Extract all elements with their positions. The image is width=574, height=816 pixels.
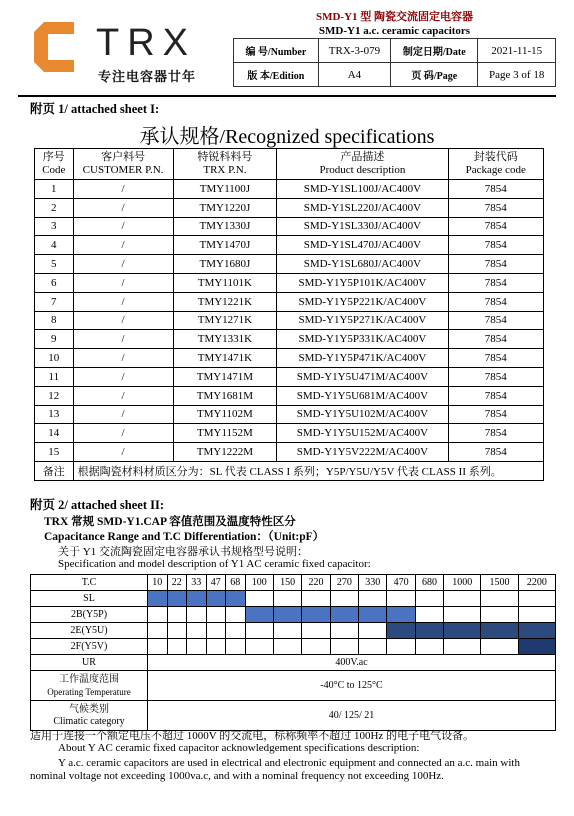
- operating-temp-row: [31, 671, 556, 701]
- table-cell: TMY1152M: [173, 424, 277, 443]
- spec-col-header-line: 客户料号: [101, 151, 146, 163]
- table-cell: 13: [35, 405, 74, 424]
- table-row: [35, 405, 544, 424]
- cap-value-header: 68: [226, 575, 246, 591]
- range-cell: [330, 607, 358, 623]
- table-cell: TMY1102M: [173, 405, 277, 424]
- range-cell: [302, 639, 330, 655]
- tc-range-row: [31, 639, 556, 655]
- table-cell: /: [73, 217, 173, 236]
- tc-label: T.C: [31, 575, 148, 591]
- spec-title: 承认规格/Recognized specifications: [139, 126, 435, 148]
- table-cell: /: [73, 349, 173, 368]
- range-cell: [148, 623, 168, 639]
- table-cell: TMY1222M: [173, 443, 277, 462]
- table-cell: /: [73, 367, 173, 386]
- climatic-label: [31, 701, 148, 731]
- range-cell: [359, 639, 387, 655]
- table-cell: TMY1101K: [173, 273, 277, 292]
- range-cell: [444, 591, 481, 607]
- table-cell: SMD-Y1Y5U152M/AC400V: [277, 424, 448, 443]
- range-cell: [330, 639, 358, 655]
- range-cell: [518, 623, 555, 639]
- table-cell: 15: [35, 443, 74, 462]
- table-cell: 9: [35, 330, 74, 349]
- table-cell: SMD-Y1SL470J/AC400V: [277, 236, 448, 255]
- spec-col-header-line: CUSTOMER P.N.: [82, 164, 164, 176]
- table-cell: /: [73, 311, 173, 330]
- range-cell: [206, 591, 226, 607]
- table-cell: TMY1680J: [173, 255, 277, 274]
- cap-value-header: 47: [206, 575, 226, 591]
- spec-desc-en: Specification and model description of Y1 AC ceramic fixed capacitor:: [58, 558, 371, 570]
- table-cell: /: [73, 198, 173, 217]
- table-cell: /: [73, 255, 173, 274]
- spec-col-header-line: 序号: [42, 151, 65, 163]
- table-cell: 7854: [448, 367, 543, 386]
- range-cell: [226, 623, 246, 639]
- range-cell: [245, 623, 273, 639]
- rated-voltage-row: [31, 655, 556, 671]
- table-cell: 6: [35, 273, 74, 292]
- spec-col-header-line: Code: [42, 164, 66, 176]
- table-cell: 7854: [448, 236, 543, 255]
- cap-value-header: 1000: [444, 575, 481, 591]
- table-cell: 7854: [448, 180, 543, 199]
- sheet1-heading: 附页 1/ attached sheet I:: [30, 102, 160, 116]
- spec-col-header: [73, 149, 173, 180]
- table-cell: 8: [35, 311, 74, 330]
- ur-label: UR: [31, 655, 148, 671]
- table-cell: 2: [35, 198, 74, 217]
- table-row: [35, 386, 544, 405]
- spec-col-header: [277, 149, 448, 180]
- range-cell: [187, 639, 207, 655]
- range-cell: [206, 639, 226, 655]
- range-cell: [167, 591, 187, 607]
- range-cell: [187, 623, 207, 639]
- table-cell: TMY1331K: [173, 330, 277, 349]
- table-cell: 14: [35, 424, 74, 443]
- range-cell: [167, 639, 187, 655]
- range-cell: [415, 623, 443, 639]
- range-cell: [359, 607, 387, 623]
- table-cell: SMD-Y1Y5U681M/AC400V: [277, 386, 448, 405]
- company-logo: [22, 14, 232, 88]
- range-cell: [245, 591, 273, 607]
- table-cell: 11: [35, 367, 74, 386]
- tc-range-name: SL: [31, 591, 148, 607]
- edition-label: 版 本/Edition: [234, 63, 319, 87]
- trx-logo-mark-icon: [30, 18, 76, 76]
- spec-table-header: [35, 149, 544, 180]
- optemp-value: -40°C to 125°C: [148, 671, 556, 701]
- table-cell: /: [73, 405, 173, 424]
- table-cell: 7854: [448, 273, 543, 292]
- cap-value-header: 33: [187, 575, 207, 591]
- range-cell: [330, 591, 358, 607]
- table-cell: SMD-Y1Y5P471K/AC400V: [277, 349, 448, 368]
- cap-value-header: 100: [245, 575, 273, 591]
- table-cell: SMD-Y1SL100J/AC400V: [277, 180, 448, 199]
- spec-col-header: [448, 149, 543, 180]
- range-cell: [302, 591, 330, 607]
- range-cell: [245, 607, 273, 623]
- page-label: 页 码/Page: [391, 63, 478, 87]
- brand-tagline: 专注电容器廿年: [98, 70, 197, 85]
- range-cell: [245, 639, 273, 655]
- optemp-label-en: Operating Temperature: [47, 686, 131, 697]
- capacitance-range-table: [30, 574, 556, 731]
- table-cell: TMY1330J: [173, 217, 277, 236]
- table-cell: 7854: [448, 330, 543, 349]
- table-row: [35, 198, 544, 217]
- table-cell: 10: [35, 349, 74, 368]
- range-cell: [273, 623, 301, 639]
- spec-col-header-line: 封装代码: [473, 151, 518, 163]
- doc-number: TRX-3-079: [318, 39, 390, 63]
- table-cell: SMD-Y1Y5P221K/AC400V: [277, 292, 448, 311]
- cap-range-title-en: Capacitance Range and T.C Differentiation：（Unit:pF）: [44, 531, 325, 543]
- range-cell: [518, 607, 555, 623]
- cap-value-header: 220: [302, 575, 330, 591]
- doc-title-en: SMD-Y1 a.c. ceramic capacitors: [318, 25, 471, 37]
- cap-value-header: 10: [148, 575, 168, 591]
- table-cell: 7854: [448, 198, 543, 217]
- table-cell: 7854: [448, 217, 543, 236]
- range-cell: [444, 607, 481, 623]
- optemp-label-cn: 工作温度范围: [59, 673, 119, 685]
- cap-value-header: 470: [387, 575, 415, 591]
- spec-col-header-line: TRX P.N.: [203, 164, 247, 176]
- range-cell: [302, 607, 330, 623]
- table-cell: TMY1220J: [173, 198, 277, 217]
- table-cell: /: [73, 386, 173, 405]
- table-cell: 7854: [448, 349, 543, 368]
- table-cell: 7854: [448, 443, 543, 462]
- climatic-label-en: Climatic category: [53, 715, 125, 727]
- cap-header-row: [31, 575, 556, 591]
- sheet2-heading: 附页 2/ attached sheet II:: [30, 498, 165, 512]
- table-cell: 5: [35, 255, 74, 274]
- tc-range-row: [31, 607, 556, 623]
- table-cell: /: [73, 236, 173, 255]
- range-cell: [415, 591, 443, 607]
- brand-name: TRX: [96, 22, 196, 64]
- cap-value-header: 1500: [481, 575, 518, 591]
- document-header-table: [233, 8, 556, 87]
- tc-range-name: 2E(Y5U): [31, 623, 148, 639]
- table-cell: SMD-Y1Y5P331K/AC400V: [277, 330, 448, 349]
- date-label: 制定日期/Date: [391, 39, 478, 63]
- ur-value: 400V.ac: [148, 655, 556, 671]
- cap-range-title-cn: TRX 常规 SMD-Y1.CAP 容值范围及温度特性区分: [44, 516, 296, 528]
- table-cell: /: [73, 292, 173, 311]
- range-cell: [167, 607, 187, 623]
- range-cell: [148, 591, 168, 607]
- tc-range-row: [31, 623, 556, 639]
- header-divider: [18, 95, 556, 97]
- range-cell: [302, 623, 330, 639]
- table-cell: TMY1471K: [173, 349, 277, 368]
- table-cell: 7854: [448, 424, 543, 443]
- range-cell: [273, 639, 301, 655]
- range-cell: [273, 607, 301, 623]
- table-row: [35, 311, 544, 330]
- range-cell: [359, 623, 387, 639]
- table-cell: TMY1471M: [173, 367, 277, 386]
- table-cell: 1: [35, 180, 74, 199]
- table-cell: TMY1100J: [173, 180, 277, 199]
- range-cell: [226, 639, 246, 655]
- table-row: [35, 443, 544, 462]
- range-cell: [226, 607, 246, 623]
- cap-value-header: 2200: [518, 575, 555, 591]
- table-cell: /: [73, 180, 173, 199]
- table-cell: /: [73, 273, 173, 292]
- range-cell: [387, 591, 415, 607]
- table-cell: TMY1271K: [173, 311, 277, 330]
- table-cell: 3: [35, 217, 74, 236]
- table-row: [35, 424, 544, 443]
- spec-col-header: [173, 149, 277, 180]
- table-cell: TMY1470J: [173, 236, 277, 255]
- spec-col-header-line: 特锐科料号: [197, 151, 253, 163]
- range-cell: [387, 607, 415, 623]
- table-row: [35, 217, 544, 236]
- range-cell: [387, 639, 415, 655]
- range-cell: [148, 607, 168, 623]
- table-row: [35, 180, 544, 199]
- spec-col-header-line: Product description: [319, 164, 406, 176]
- table-cell: SMD-Y1Y5P101K/AC400V: [277, 273, 448, 292]
- table-row: [35, 367, 544, 386]
- table-cell: 7854: [448, 255, 543, 274]
- range-cell: [481, 607, 518, 623]
- doc-page: Page 3 of 18: [478, 63, 556, 87]
- range-cell: [206, 623, 226, 639]
- table-cell: SMD-Y1Y5P271K/AC400V: [277, 311, 448, 330]
- range-cell: [330, 623, 358, 639]
- table-cell: 7854: [448, 386, 543, 405]
- table-cell: 12: [35, 386, 74, 405]
- usage-note-en: Y a.c. ceramic capacitors are used in electrical and electronic equipment and connected an a.c. main with nominal voltage not exceeding 1000va.c, and with a nominal frequency not exceeding 100Hz.: [30, 757, 520, 782]
- range-cell: [206, 607, 226, 623]
- table-cell: SMD-Y1Y5V222M/AC400V: [277, 443, 448, 462]
- range-cell: [481, 639, 518, 655]
- doc-date: 2021-11-15: [478, 39, 556, 63]
- recognized-spec-table: [34, 148, 544, 481]
- cap-value-header: 22: [167, 575, 187, 591]
- usage-note-en-heading: About Y AC ceramic fixed capacitor acknowledgement specifications description:: [58, 742, 420, 754]
- range-cell: [518, 639, 555, 655]
- doc-title-cn: SMD-Y1 型 陶瓷交流固定电容器: [315, 11, 474, 23]
- range-cell: [415, 639, 443, 655]
- table-cell: /: [73, 443, 173, 462]
- spec-desc-cn: 关于 Y1 交流陶瓷固定电容器承认书规格型号说明：: [58, 546, 308, 558]
- table-cell: 7854: [448, 292, 543, 311]
- range-cell: [187, 591, 207, 607]
- number-label: 编 号/Number: [234, 39, 319, 63]
- spec-col-header-line: Package code: [465, 164, 526, 176]
- range-cell: [148, 639, 168, 655]
- spec-col-header: [35, 149, 74, 180]
- table-row: [35, 273, 544, 292]
- table-cell: /: [73, 424, 173, 443]
- table-cell: SMD-Y1Y5U102M/AC400V: [277, 405, 448, 424]
- table-cell: SMD-Y1Y5U471M/AC400V: [277, 367, 448, 386]
- cap-value-header: 150: [273, 575, 301, 591]
- range-cell: [518, 591, 555, 607]
- range-cell: [481, 623, 518, 639]
- usage-note-cn: 适用于连接一个额定电压不超过 1000V 的交流电，标称频率不超过 100Hz 的电子电气设备。: [30, 730, 475, 742]
- table-cell: SMD-Y1SL220J/AC400V: [277, 198, 448, 217]
- range-cell: [359, 591, 387, 607]
- table-row: [35, 349, 544, 368]
- cap-value-header: 330: [359, 575, 387, 591]
- climatic-row: [31, 701, 556, 731]
- range-cell: [415, 607, 443, 623]
- table-row: [35, 255, 544, 274]
- table-cell: SMD-Y1SL680J/AC400V: [277, 255, 448, 274]
- tc-range-name: 2B(Y5P): [31, 607, 148, 623]
- range-cell: [481, 591, 518, 607]
- range-cell: [167, 623, 187, 639]
- cap-value-header: 270: [330, 575, 358, 591]
- note-label: 备注: [35, 461, 74, 480]
- table-row: [35, 292, 544, 311]
- table-cell: 7854: [448, 405, 543, 424]
- optemp-label: [31, 671, 148, 701]
- table-cell: TMY1221K: [173, 292, 277, 311]
- range-cell: [444, 623, 481, 639]
- range-cell: [444, 639, 481, 655]
- table-row: [35, 236, 544, 255]
- table-cell: SMD-Y1SL330J/AC400V: [277, 217, 448, 236]
- table-row: [35, 330, 544, 349]
- tc-range-name: 2F(Y5V): [31, 639, 148, 655]
- note-text: 根据陶瓷材料材质区分为：SL 代表 CLASS I 系列；Y5P/Y5U/Y5V 代表 CLASS II 系列。: [73, 461, 543, 480]
- table-cell: 4: [35, 236, 74, 255]
- range-cell: [187, 607, 207, 623]
- doc-edition: A4: [318, 63, 390, 87]
- table-cell: 7: [35, 292, 74, 311]
- range-cell: [273, 591, 301, 607]
- climatic-value: 40/ 125/ 21: [148, 701, 556, 731]
- spec-note-row: [35, 461, 544, 480]
- range-cell: [387, 623, 415, 639]
- spec-col-header-line: 产品描述: [340, 151, 385, 163]
- range-cell: [226, 591, 246, 607]
- table-cell: TMY1681M: [173, 386, 277, 405]
- tc-range-row: [31, 591, 556, 607]
- climatic-label-cn: 气候类别: [69, 703, 109, 715]
- table-cell: 7854: [448, 311, 543, 330]
- table-cell: /: [73, 330, 173, 349]
- cap-value-header: 680: [415, 575, 443, 591]
